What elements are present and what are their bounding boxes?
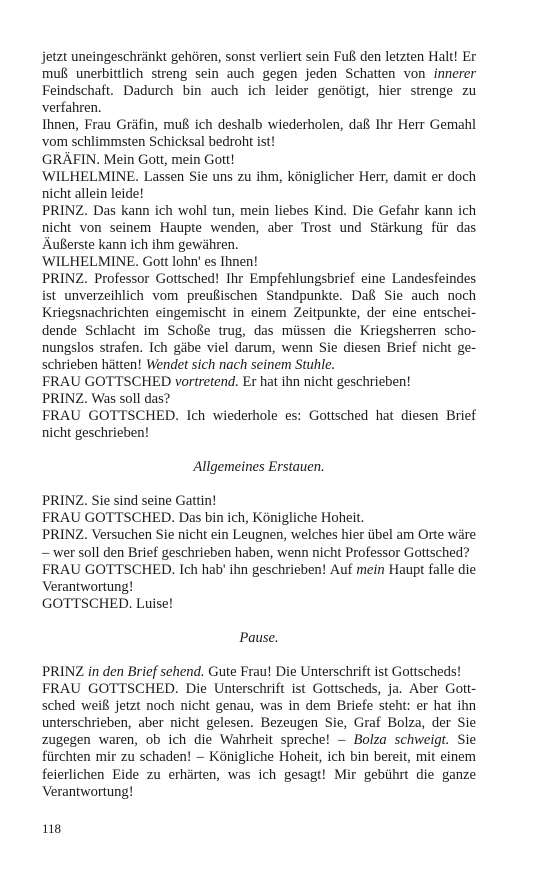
italic-text: mein [356,561,385,578]
paragraph [42,203,476,254]
paragraph [42,596,476,613]
text-segment: PRINZ. Das kann ich wohl tun, mein liebes Kind. Die Gefahr kann ich nicht von seinem Haupte wenden, aber Trost und Stärkung für das Äußerste kann ich ihm gewähren. [42,202,476,254]
stage-direction [42,630,476,647]
text-segment: Haupt falle die Verantwortung! [42,561,476,595]
paragraph [42,493,476,510]
text-segment: Gute Frau! Die Unterschrift ist Gottscheds! [204,664,462,680]
paragraph [42,117,476,151]
italic-text: innerer [433,66,476,83]
italic-text: in den Brief sehend. [87,664,205,680]
italic-text: vortretend. [174,373,239,390]
paragraph [42,664,476,681]
italic-text: Allgemeines Erstauen. [193,459,325,476]
paragraph [42,681,476,801]
paragraph [42,408,476,442]
text-segment: WILHELMINE. Lassen Sie uns zu ihm, königlicher Herr, damit er doch nicht allein leide! [42,168,476,202]
text-segment: PRINZ. Versuchen Sie nicht ein Leugnen, welches hier übel am Orte wäre – wer soll den Brief geschrieben haben, wenn nicht Professor Gottsched? [42,527,476,561]
text-segment: GRÄFIN. Mein Gott, mein Gott! [42,151,235,168]
paragraph [42,391,476,408]
text-segment: FRAU GOTTSCHED. Das bin ich, Königliche Hoheit. [42,510,365,527]
text-segment: FRAU GOTTSCHED [42,373,175,390]
text-segment: jetzt uneingeschränkt gehören, sonst verliert sein Fuß den letzten Halt! Er muß unerbittlich streng sein auch gegen jeden Schatten von [42,49,476,83]
text-segment: PRINZ. Professor Gottsched! Ihr Empfehlungsbrief eine Landesfeindes ist unverzeihlich vom preußischen Standpunkte. Daß Sie auch noch Kriegsnachrichten eingemischt in einem Zeitpunkte, der eine entscheidende Schlacht im Schoße trug, das müssen die Kriegsherren schonungslos strafen. Ich gäbe viel darum, wenn Sie diesen Brief nicht geschrieben hätten! [42,271,476,373]
text-segment: Feindschaft. Dadurch bin auch ich leider genötigt, hier strenge zu verfahren. [42,83,476,117]
text-segment: PRINZ. Sie sind seine Gattin! [42,493,217,510]
paragraph [42,510,476,527]
page-body [42,49,476,801]
text-segment: GOTTSCHED. Luise! [42,595,174,612]
paragraph [42,527,476,561]
stage-direction [42,459,476,476]
text-segment: PRINZ [42,664,88,680]
italic-text: Wendet sich nach seinem Stuhle. [145,356,336,373]
paragraph [42,49,476,117]
paragraph [42,271,476,374]
page-number: 118 [42,821,62,836]
italic-text: Pause. [239,629,279,646]
text-segment: FRAU GOTTSCHED. Ich hab' ihn geschrieben! Auf [42,561,357,578]
text-segment: FRAU GOTTSCHED. Ich wiederhole es: Gottsched hat diesen Brief nicht geschrieben! [42,407,476,442]
italic-text: Bolza schweigt. [353,732,450,749]
text-segment: FRAU GOTTSCHED. Die Unterschrift ist Gottscheds, ja. Aber Gottsched weiß jetzt noch nicht genau, was in dem Briefe steht: er hat ihn unterschrieben, aber nicht gelesen. Bezeugen Sie, Graf Bolza, der Sie zugegen waren, ob ich die Wahrheit spreche! – [42,681,476,749]
text-segment: Er hat ihn nicht geschrieben! [238,373,412,390]
paragraph [42,562,476,596]
paragraph [42,152,476,169]
text-segment: Ihnen, Frau Gräfin, muß ich deshalb wiederholen, daß Ihr Herr Gemahl vom schlimmsten Schicksal bedroht ist! [42,117,476,151]
paragraph [42,254,476,271]
text-segment: Sie fürchten mir zu schaden! – Königliche Hoheit, ich bin bereit, mit einem feierlichen Eide zu erhärten, was ich gesagt! Mir gebührt die ganze Verantwortung! [42,732,476,800]
paragraph [42,374,476,391]
text-segment: PRINZ. Was soll das? [42,390,171,407]
text-segment: WILHELMINE. Gott lohn' es Ihnen! [42,254,259,271]
paragraph [42,169,476,203]
